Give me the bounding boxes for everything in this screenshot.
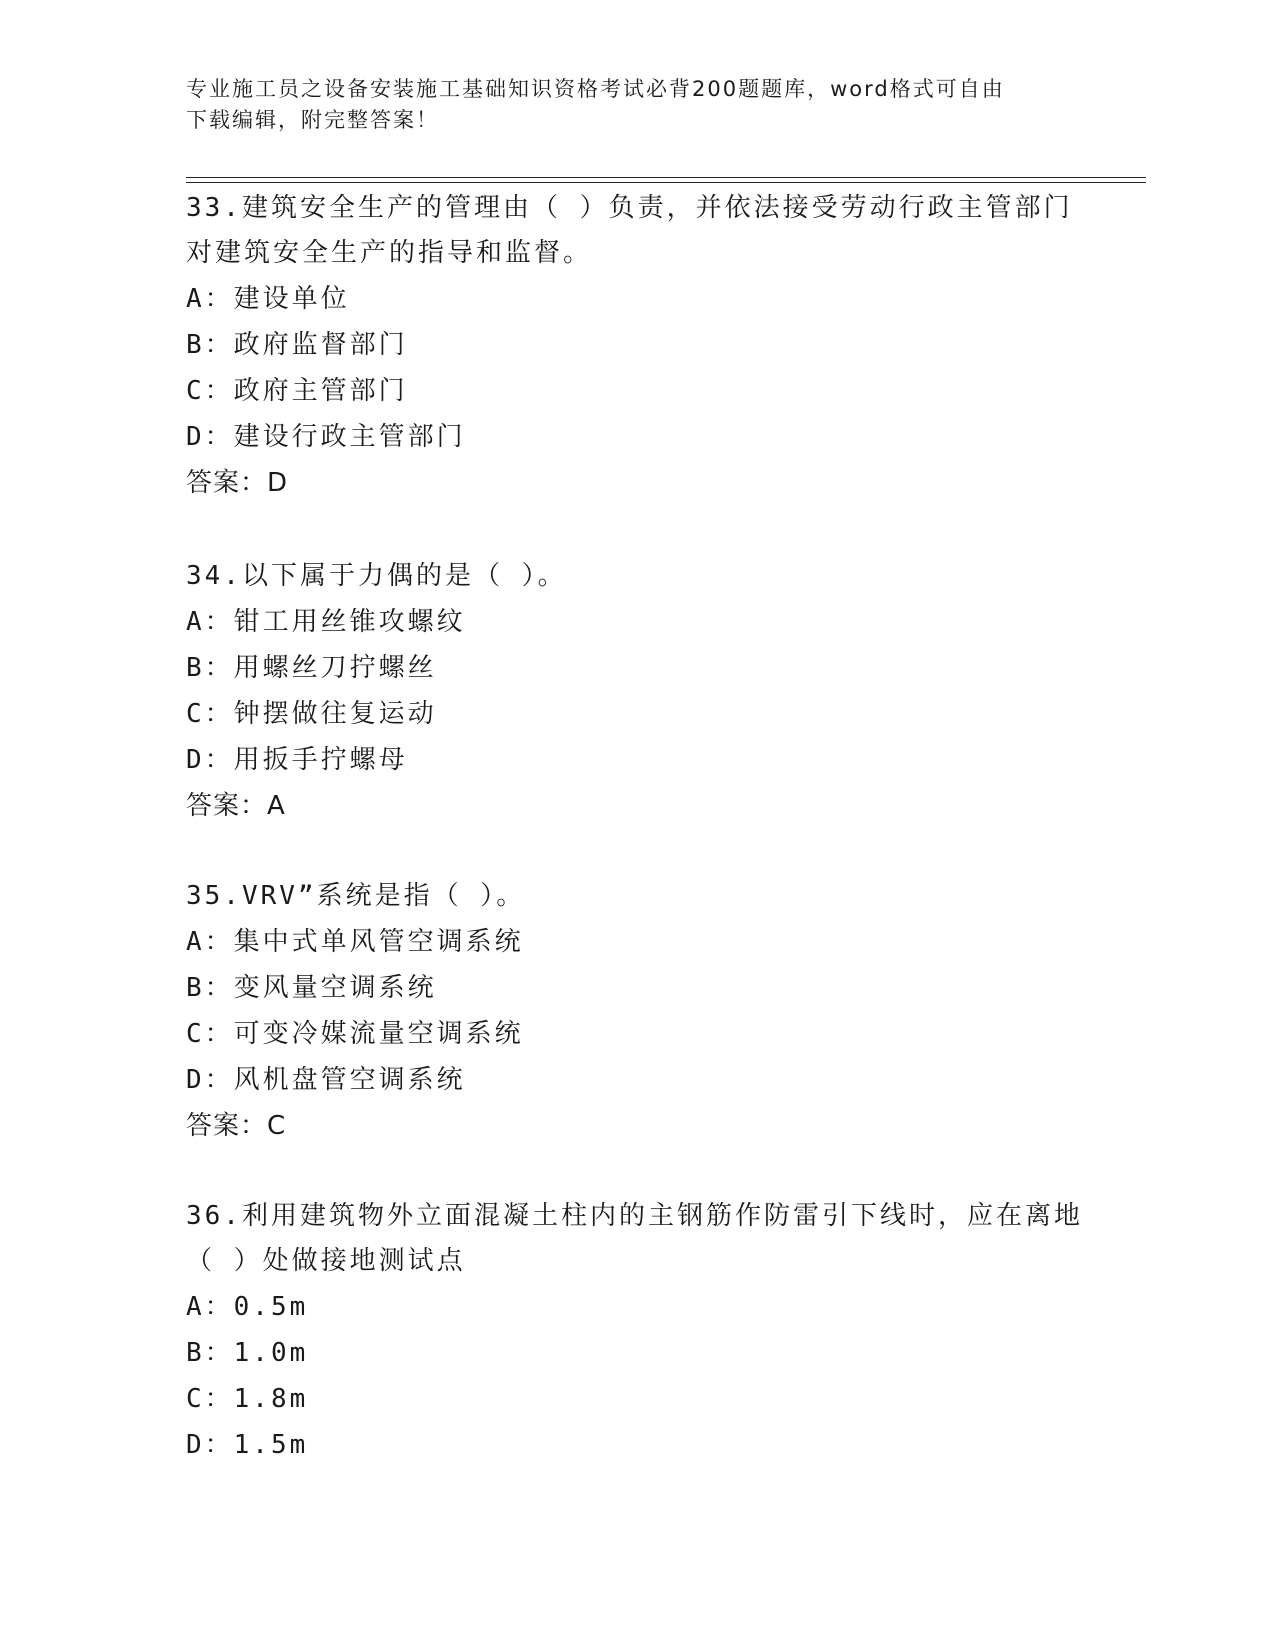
option-c: C：政府主管部门	[186, 376, 408, 406]
option-b: B：1.0m	[186, 1338, 309, 1368]
option-d: D：建设行政主管部门	[186, 422, 466, 452]
option-d: D：风机盘管空调系统	[186, 1065, 466, 1095]
answer-label: 答案：C	[186, 1111, 287, 1141]
option-a: A：钳工用丝锥攻螺纹	[186, 607, 466, 637]
question-stem-line: 33.建筑安全生产的管理由（ ）负责，并依法接受劳动行政主管部门	[186, 193, 1073, 223]
question-stem-line: 36.利用建筑物外立面混凝土柱内的主钢筋作防雷引下线时，应在离地	[186, 1201, 1083, 1231]
question-stem-line: 对建筑安全生产的指导和监督。	[186, 238, 593, 268]
document-header	[186, 74, 1086, 136]
header-line-2: 下载编辑，附完整答案！	[186, 108, 439, 132]
option-a: A：集中式单风管空调系统	[186, 927, 524, 957]
question-35	[186, 874, 1086, 1149]
option-b: B：用螺丝刀拧螺丝	[186, 653, 437, 683]
option-d: D：用扳手拧螺母	[186, 745, 408, 775]
option-c: C：钟摆做往复运动	[186, 699, 437, 729]
header-line-1: 专业施工员之设备安装施工基础知识资格考试必背200题题库，word格式可自由	[186, 77, 1005, 101]
option-d: D：1.5m	[186, 1430, 309, 1460]
option-c: C：1.8m	[186, 1384, 309, 1414]
question-stem-line: 35.VRV”系统是指（ ）。	[186, 881, 526, 911]
option-a: A：0.5m	[186, 1292, 309, 1322]
header-divider-top	[186, 177, 1146, 178]
option-b: B：变风量空调系统	[186, 973, 437, 1003]
question-stem-line: （ ）处做接地测试点	[186, 1246, 466, 1276]
answer-label: 答案：D	[186, 468, 289, 498]
option-a: A：建设单位	[186, 284, 350, 314]
option-b: B：政府监督部门	[186, 330, 408, 360]
header-divider-bottom	[186, 182, 1146, 183]
option-c: C：可变冷媒流量空调系统	[186, 1019, 524, 1049]
question-36	[186, 1194, 1086, 1468]
question-33	[186, 186, 1086, 506]
question-34	[186, 554, 1086, 829]
answer-label: 答案：A	[186, 791, 286, 821]
question-stem-line: 34.以下属于力偶的是（ ）。	[186, 561, 567, 591]
